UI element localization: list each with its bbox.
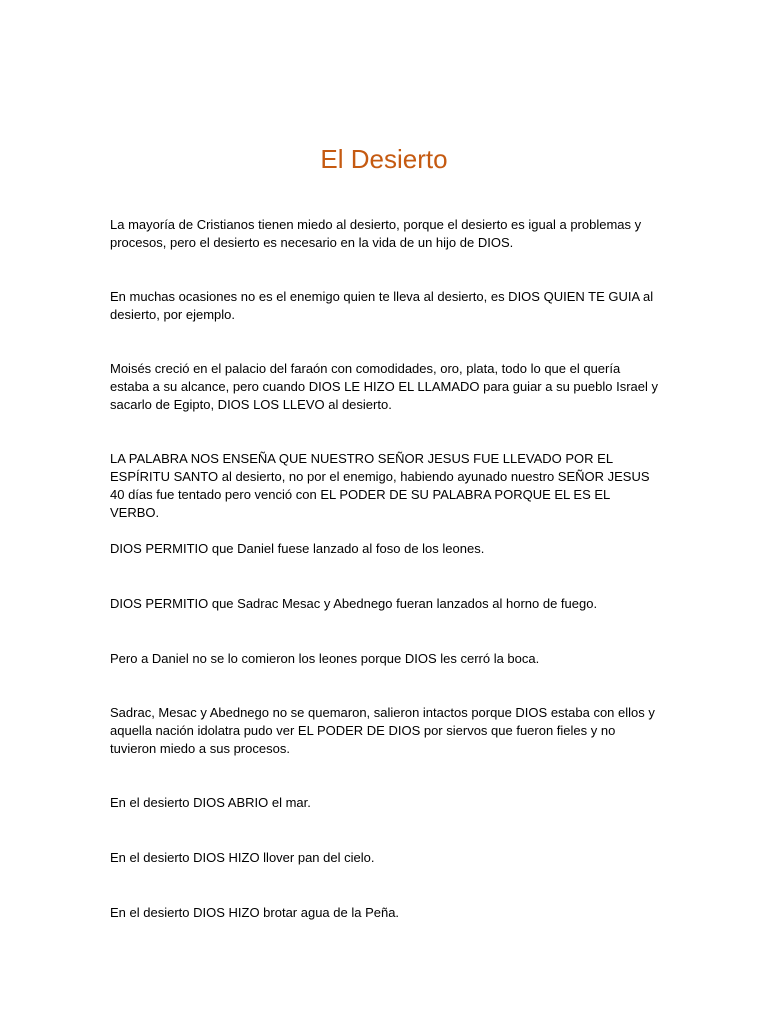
paragraph: Pero a Daniel no se lo comieron los leones porque DIOS les cerró la boca. — [110, 651, 540, 666]
paragraph: En el desierto DIOS HIZO brotar agua de la Peña. — [110, 905, 400, 920]
paragraph: DIOS PERMITIO que Daniel fuese lanzado al foso de los leones. — [110, 541, 485, 556]
paragraph: En el desierto DIOS HIZO llover pan del cielo. — [110, 850, 375, 865]
paragraph: En el desierto DIOS ABRIO el mar. — [110, 795, 311, 810]
paragraph: Moisés creció en el palacio del faraón con comodidades, oro, plata, todo lo que el quería estaba a su alcance, pero cuando DIOS LE HIZO EL LLAMADO para guiar a su pueblo Israel y sacarlo de Egipto, DIOS LOS LLEVO al desierto. — [110, 361, 658, 412]
paragraph: La mayoría de Cristianos tienen miedo al desierto, porque el desierto es igual a problemas y procesos, pero el desierto es necesario en la vida de un hijo de DIOS. — [110, 217, 642, 250]
paragraph: En muchas ocasiones no es el enemigo quien te lleva al desierto, es DIOS QUIEN TE GUIA al desierto, por ejemplo. — [110, 289, 654, 322]
paragraph: DIOS PERMITIO que Sadrac Mesac y Abednego fueran lanzados al horno de fuego. — [110, 596, 598, 611]
paragraph: Sadrac, Mesac y Abednego no se quemaron, salieron intactos porque DIOS estaba con ellos y aquella nación idolatra pudo ver EL PODER DE DIOS por siervos que fueron fieles y no tuvieron miedo a sus procesos. — [110, 705, 655, 756]
paragraph: LA PALABRA NOS ENSEÑA QUE NUESTRO SEÑOR JESUS FUE LLEVADO POR EL ESPÍRITU SANTO al desierto, no por el enemigo, habiendo ayunado nuestro SEÑOR JESUS 40 días fue tentado pero venció con EL PODER DE SU PALABRA PORQUE EL ES EL VERBO. — [110, 451, 650, 520]
document-title: El Desierto — [320, 144, 448, 174]
